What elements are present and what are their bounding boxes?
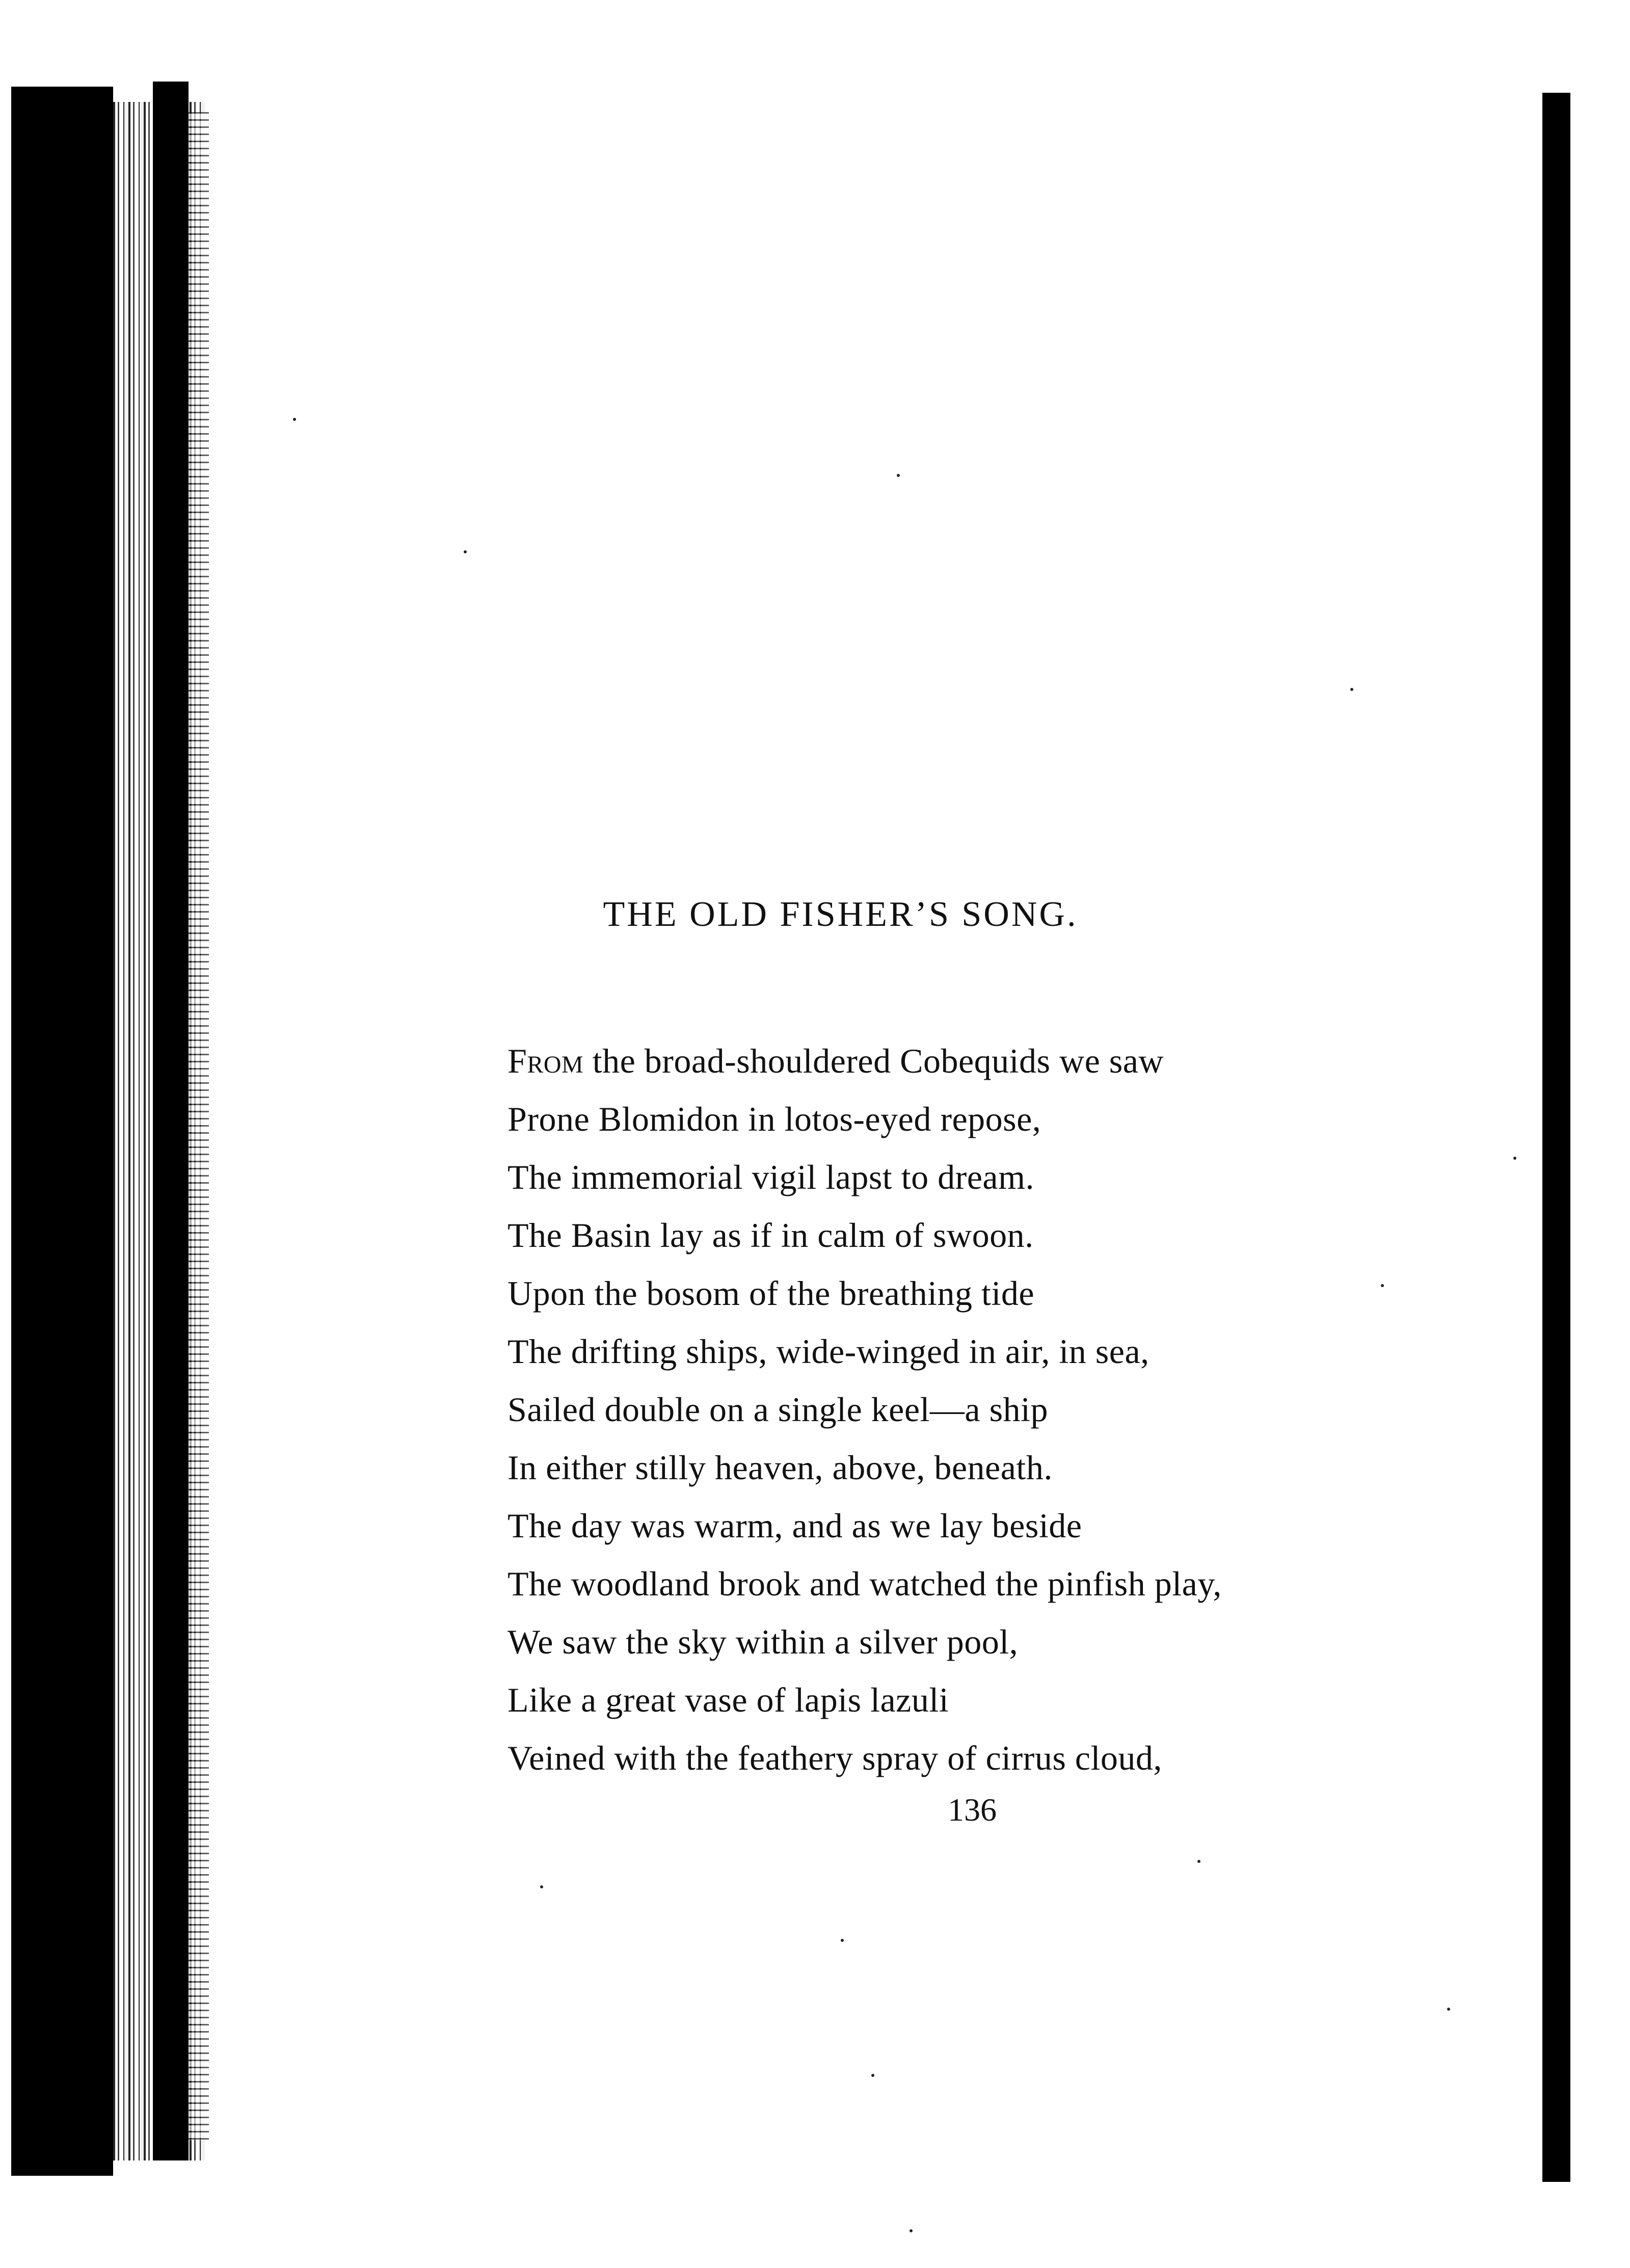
scan-speck [1197, 1860, 1200, 1863]
scan-speck [897, 474, 900, 477]
poem-line: Prone Blomidon in lotos-eyed repose, [507, 1100, 1041, 1138]
scan-speck [1381, 1284, 1384, 1287]
poem-line: The Basin lay as if in calm of swoon. [507, 1216, 1034, 1255]
poem-body [507, 1032, 1222, 1787]
right-page-edge [1542, 93, 1570, 2182]
poem-line: Veined with the feathery spray of cirrus cloud, [507, 1739, 1162, 1777]
poem-line [507, 1032, 1222, 1090]
scan-speck [464, 550, 467, 553]
poem-line: In either stilly heaven, above, beneath. [507, 1448, 1053, 1487]
poem-line: The woodland brook and watched the pinfish play, [507, 1564, 1222, 1603]
scan-speck [1447, 2008, 1450, 2011]
poem-line: We saw the sky within a silver pool, [507, 1622, 1019, 1661]
left-binding-inner-edge [153, 82, 189, 2160]
scan-speck [841, 1939, 844, 1942]
scan-speck [293, 418, 296, 421]
scan-speck [540, 1885, 543, 1888]
poem-line: Upon the bosom of the breathing tide [507, 1274, 1035, 1313]
scan-speck [1350, 688, 1353, 691]
left-binding-scatter [189, 112, 209, 2140]
poem-line: The day was warm, and as we lay beside [507, 1506, 1082, 1545]
poem-line: Sailed double on a single keel—a ship [507, 1390, 1048, 1429]
poem-first-word: From [507, 1042, 584, 1080]
page-number: 136 [948, 1792, 997, 1828]
poem-line: The drifting ships, wide-winged in air, in sea, [507, 1332, 1150, 1371]
poem-first-line-rest: the broad-shouldered Cobequids we saw [583, 1042, 1164, 1080]
poem-line: The immemorial vigil lapst to dream. [507, 1158, 1034, 1196]
scan-speck [910, 2229, 913, 2232]
scan-speck [1513, 1157, 1516, 1160]
poem-line: Like a great vase of lapis lazuli [507, 1680, 949, 1719]
left-binding-shadow [11, 87, 113, 2176]
scan-speck [871, 2074, 874, 2077]
poem-title: THE OLD FISHER’S SONG. [603, 895, 1078, 934]
